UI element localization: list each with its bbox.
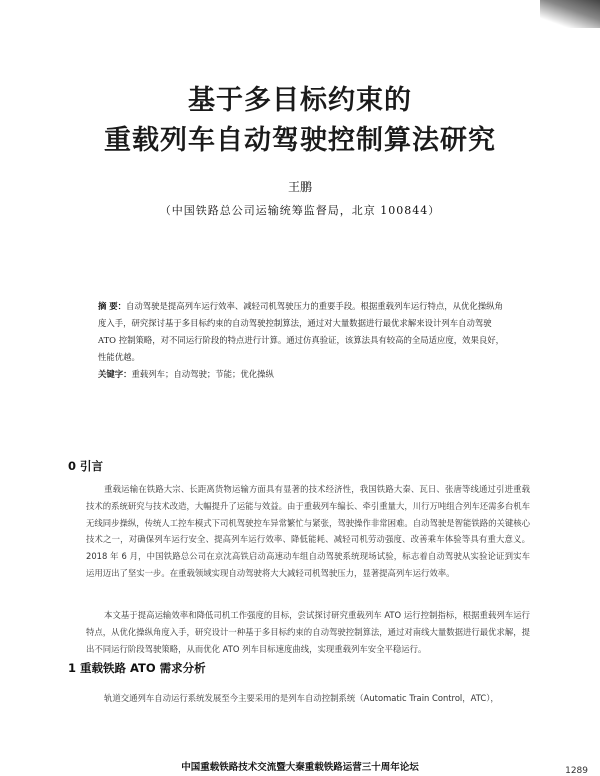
conference-footer: 中国重载铁路技术交流暨大秦重载铁路运营三十周年论坛 [181,762,419,773]
keywords-block [98,368,510,380]
section1-paragraph-1 [86,690,530,707]
abstract-text: 自动驾驶是提高列车运行效率、减轻司机驾驶压力的重要手段。根据重载列车运行特点，从优化操纵角度入手，研究探讨基于多目标约束的自动驾驶控制算法，通过对大量数据进行最优求解来设计列车自动驾驶 ATO 控制策略，对不同运行阶段的特点进行计算。通过仿真验证，该算法具有较高的全局适应度，效果良好，性能优越。 [98,301,504,362]
author-affiliation: （中国铁路总公司运输统筹监督局，北京 100844） [159,204,441,217]
section1-paragraph-1-text: 轨道交通列车自动运行系统发展至今主要采用的是列车自动控制系统（Automatic Train Control，ATC）， [104,693,499,703]
abstract-label: 摘 要： [98,301,127,311]
paper-title-line2: 重载列车自动驾驶控制算法研究 [104,125,496,156]
author-name: 王鹏 [287,180,312,194]
section-heading-ato-requirements: 1 重载铁路 ATO 需求分析 [68,661,206,675]
intro-paragraph-1-text: 重载运输在铁路大宗、长距离货物运输方面具有显著的技术经济性，我国铁路大秦、瓦日、张唐等线通过引进重载技术的系统研究与技术改造，大幅提升了运能与效益。由于重载列车编长、牵引重量大，川行万吨组合列车还需多台机车无线同步操纵，传统人工控车模式下司机驾驶控车异常繁忙与紧张，驾驶操作非常困难。自动驾驶是智能铁路的关键核心技术之一，对确保列车运行安全、提高列车运行效率、降低能耗、减轻司机劳动强度、改善乘车体验等具有重大意义。2018 年 6 月，中国铁路总公司在京沈高铁启动高速动车组自动驾驶系统现场试验，标志着自动驾驶从实验论证到实车运用迈出了坚实一步。在重载领域实现自动驾驶将大大减轻司机驾驶压力，显著提高列车运行效率。 [86,484,530,578]
section-heading-intro: 0 引言 [68,459,104,473]
intro-paragraph-2 [86,607,530,657]
abstract-block [98,298,510,366]
page-number: 1289 [565,766,588,776]
intro-paragraph-2-text: 本文基于提高运输效率和降低司机工作强度的目标，尝试探讨研究重载列车 ATO 运行控制指标，根据重载列车运行特点，从优化操纵角度入手，研究设计一种基于多目标约束的自动驾驶控制算法，通过对南线大量数据进行最优求解，提出不同运行阶段驾驶策略，从而优化 ATO 列车目标速度曲线，实现重载列车安全平稳运行。 [86,610,530,654]
paper-title-line1: 基于多目标约束的 [188,85,412,116]
keywords-label: 关键字： [98,369,132,379]
keywords-text: 重载列车；自动驾驶；节能；优化操纵 [131,369,274,379]
intro-paragraph-1 [86,481,530,582]
scan-corner-shade [540,0,600,28]
